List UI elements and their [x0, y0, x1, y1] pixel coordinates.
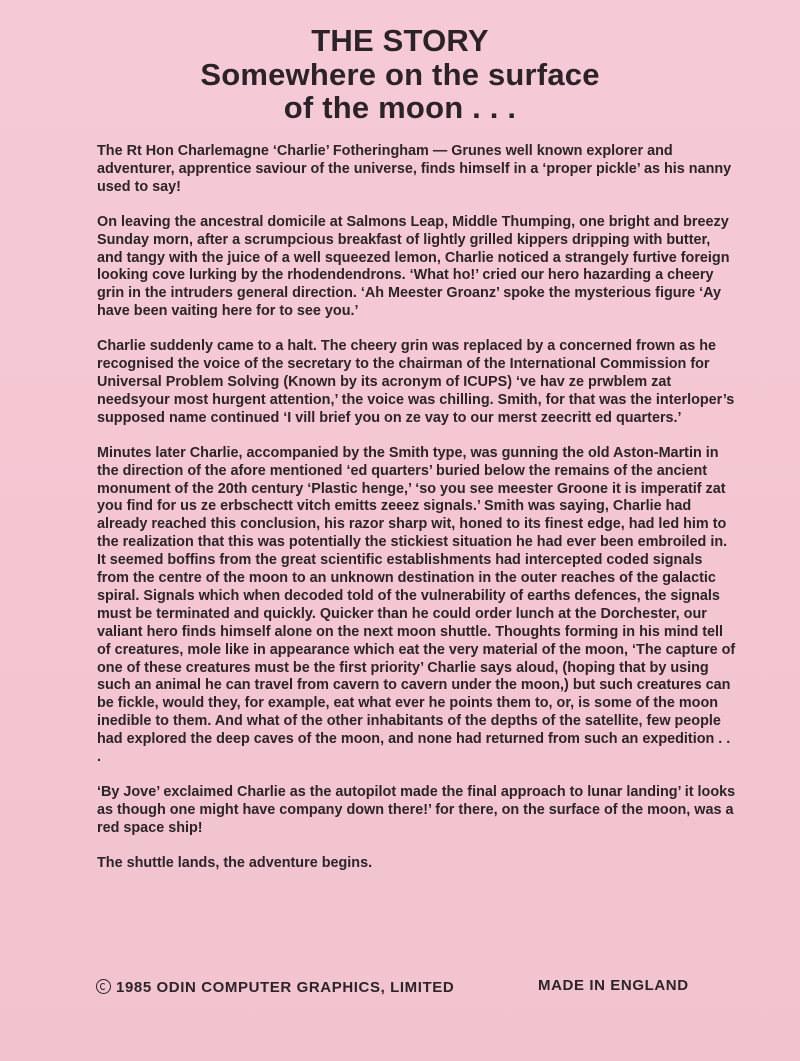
- story-paragraph-5: ‘By Jove’ exclaimed Charlie as the autopilot made the final approach to lunar landing’ it looks as though one might have company down there!’ for there, on the surface of the moon, was a red space ship!: [97, 784, 736, 836]
- copyright-notice: [96, 977, 454, 996]
- heading-subtitle-line-1: Somewhere on the surface: [200, 57, 600, 92]
- story-paragraph-1: The Rt Hon Charlemagne ‘Charlie’ Fotheringham — Grunes well known explorer and adventurer, apprentice saviour of the universe, finds himself in a ‘proper pickle’ as his nanny used to say!: [97, 143, 732, 195]
- story-paragraph-4: Minutes later Charlie, accompanied by the Smith type, was gunning the old Aston-Martin in the direction of the afore mentioned ‘ed quarters’ buried below the remains of the ancient monument of the 20th century ‘Plastic henge,’ ‘so you see meester Groone it is imperatif zat you find for us ze erbschectt vitch emitts zeeez signals.’ Smith was saying, Charlie had already reached this conclusion, his razor sharp wit, honed to its finest edge, had led him to the realization that this was potentially the stickiest situation he had ever been embroiled in. It seemed boffins from the great scientific establishments had intercepted coded signals from the centre of the moon to an unknown destination in the outer reaches of the galactic spiral. Signals which when decoded told of the vulnerability of earths defences, the signals must be terminated and quickly. Quicker than he could order lunch at the Dorchester, our valiant hero finds himself alone on the next moon shuttle. Thoughts forming in his mind tell of creatures, mole like in appearance which eat the very material of the moon, ‘The capture of one of these creatures must be the first priority’ Charlie says aloud, (hoping that by using such an animal he can travel from cavern to cavern under the moon,) but such creatures can be fickle, would they, for example, eat what ever he points them to, or, is some of the moon inedible to them. And what of the other inhabitants of the depths of the satellite, few people had explored the deep caves of the moon, and none had returned from such an expedition . . .: [97, 444, 736, 766]
- heading-title: THE STORY: [311, 23, 489, 58]
- story-paragraph-6: The shuttle lands, the adventure begins.: [97, 854, 373, 871]
- heading-subtitle-line-2: of the moon . . .: [283, 90, 517, 125]
- story-paragraph-2: On leaving the ancestral domicile at Salmons Leap, Middle Thumping, one bright and breezy Sunday morn, after a scrumpcious breakfast of lightly grilled kippers dripping with butter, and tangy with the juice of a well squeezed lemon, Charlie noticed a strangely furtive foreign looking cove lurking by the rhodendendrons. ‘What ho!’ cried our hero hazarding a cheery grin in the intruders general direction. ‘Ah Meester Groanz’ spoke the mysterious figure ‘Ay have been vaiting here for to see you.’: [97, 213, 730, 320]
- made-in-label: MADE IN ENGLAND: [538, 977, 689, 994]
- copyright-icon: [96, 979, 111, 994]
- story-body: [97, 143, 737, 890]
- story-paragraph-3: Charlie suddenly came to a halt. The cheery grin was replaced by a concerned frown as he recognised the voice of the secretary to the chairman of the International Commission for Universal Problem Solving (Known by its acronym of ICUPS) ‘ve hav ze prwblem zat needsyour most hurgent attention,’ the voice was chilling. Smith, for that was the interloper’s supposed name continued ‘I vill brief you on ze vay to our merst zeecritt ed quarters.’: [97, 338, 735, 426]
- copyright-text: 1985 ODIN COMPUTER GRAPHICS, LIMITED: [116, 979, 455, 996]
